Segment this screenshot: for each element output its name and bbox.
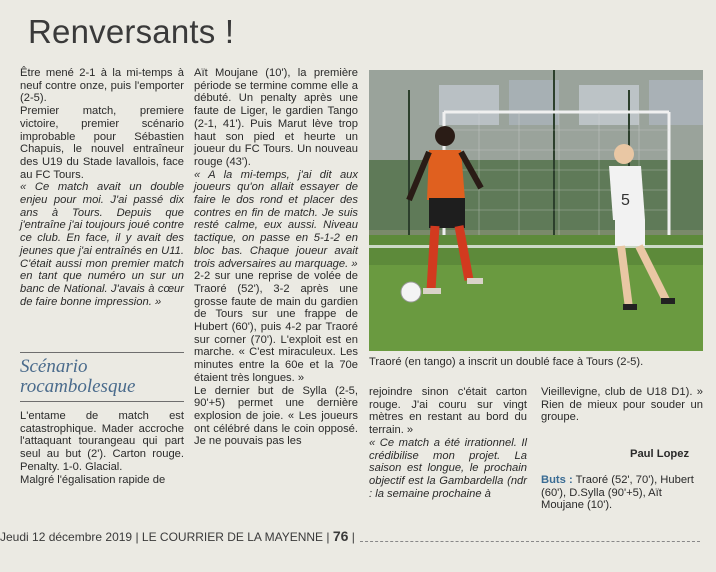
paragraph: 2-2 sur une reprise de volée de Traoré (52'), 3-2 après une grosse faute de main du gardien de Tours sur une frappe de Hubert (60'), puis 4-2 par Traoré sur corner (70'). L'exploit est en marche. « C'est miraculeux. Les minutes entre la 60e et la 70e étaient très longues. »: [194, 270, 358, 384]
paragraph: Vieillevigne, club de U18 D1). » Rien de mieux pour souder un groupe.: [541, 386, 703, 424]
footer-publication: LE COURRIER DE LA MAYENNE: [141, 530, 324, 544]
subheading: Scénario rocambolesque: [20, 356, 136, 397]
football-scene-illustration: [369, 70, 703, 351]
goals-text: Traoré (52', 70'), Hubert (60'), D.Sylla (90'+5), Aït Moujane (10').: [541, 474, 694, 512]
footer-date: Jeudi 12 décembre 2019: [0, 530, 133, 544]
footer-separator: |: [351, 530, 355, 544]
author-name: Paul Lopez: [630, 448, 690, 460]
footer-separator: |: [135, 530, 142, 544]
paragraph: Aït Moujane (10'), la première période se termine comme elle a débuté. Un penalty après une faute de Liger, le gardien Tango (2-1, 41'). Puis Marut lève trop haut son pied et heurte un joueur du FC Tours. Un nouveau rouge (43').: [194, 67, 358, 168]
photo-caption: Traoré (en tango) a inscrit un doublé face à Tours (2-5).: [369, 356, 644, 368]
paragraph: rejoindre sinon c'était carton rouge. J'ai couru sur vingt mètres en restant au bord du terrain. »: [369, 386, 527, 437]
article-column-3: [369, 386, 527, 500]
goals-summary: [541, 474, 703, 512]
article-column-1: [20, 67, 184, 308]
page-footer: [0, 528, 355, 545]
quote-paragraph: « A la mi-temps, j'ai dit aux joueurs qu'on allait essayer de faire le dos rond et placer des contres en fin de match. Je suis resté calme, eux aussi. Niveau tactique, on passe en 5-1-2 en bloc bas. Chaque joueur avait trois adversaires au marquage. »: [194, 168, 358, 270]
goals-label: Buts :: [541, 474, 573, 486]
quote-paragraph: « Ce match a été irrationnel. Il crédibilise mon projet. La saison est longue, le prochain objectif est la Gambardella (ndr : la semaine prochaine à: [369, 436, 527, 500]
page-number: 76: [332, 528, 349, 544]
paragraph: L'entame de match est catastrophique. Mader accroche l'attaquant tourangeau qui part seul au but (2'). Carton rouge. Penalty. 1-0. Glacial.: [20, 410, 184, 473]
paragraph: Premier match, premiere victoire, premier scénario improbable pour Sébastien Chapuis, le nouvel entraîneur des U19 du Stade lavallois, face au FC Tours.: [20, 105, 184, 181]
paragraph: Être mené 2-1 à la mi-temps à neuf contre onze, puis l'emporter (2-5).: [20, 67, 184, 105]
paragraph: Le dernier but de Sylla (2-5, 90'+5) permet une dernière explosion de joie. « Les joueurs ont célébré dans le coin opposé. Je ne pouvais pas les: [194, 384, 358, 448]
paragraph: Malgré l'égalisation rapide de: [20, 473, 166, 486]
article-column-2: [194, 67, 358, 448]
footer-dotted-rule: [360, 541, 700, 542]
headline: Renversants !: [28, 13, 235, 50]
svg-text:5: 5: [621, 192, 630, 209]
subhead-rule-top: [20, 352, 184, 353]
article-column-1-cont: [20, 410, 184, 486]
subhead-rule-bottom: [20, 401, 184, 402]
match-photo: [369, 70, 703, 351]
article-column-4: [541, 386, 703, 424]
quote-paragraph: « Ce match avait un double enjeu pour moi. J'ai passé dix ans à Tours. Depuis que j'entraîne j'ai toujours joué contre ce club. En face, il y avait des jeunes que j'ai entraînés en U11. C'était aussi mon premier match en tant que numéro un sur un banc de National. J'avais à cœur de faire bonne impression. »: [20, 181, 184, 308]
footer-separator: |: [326, 530, 333, 544]
